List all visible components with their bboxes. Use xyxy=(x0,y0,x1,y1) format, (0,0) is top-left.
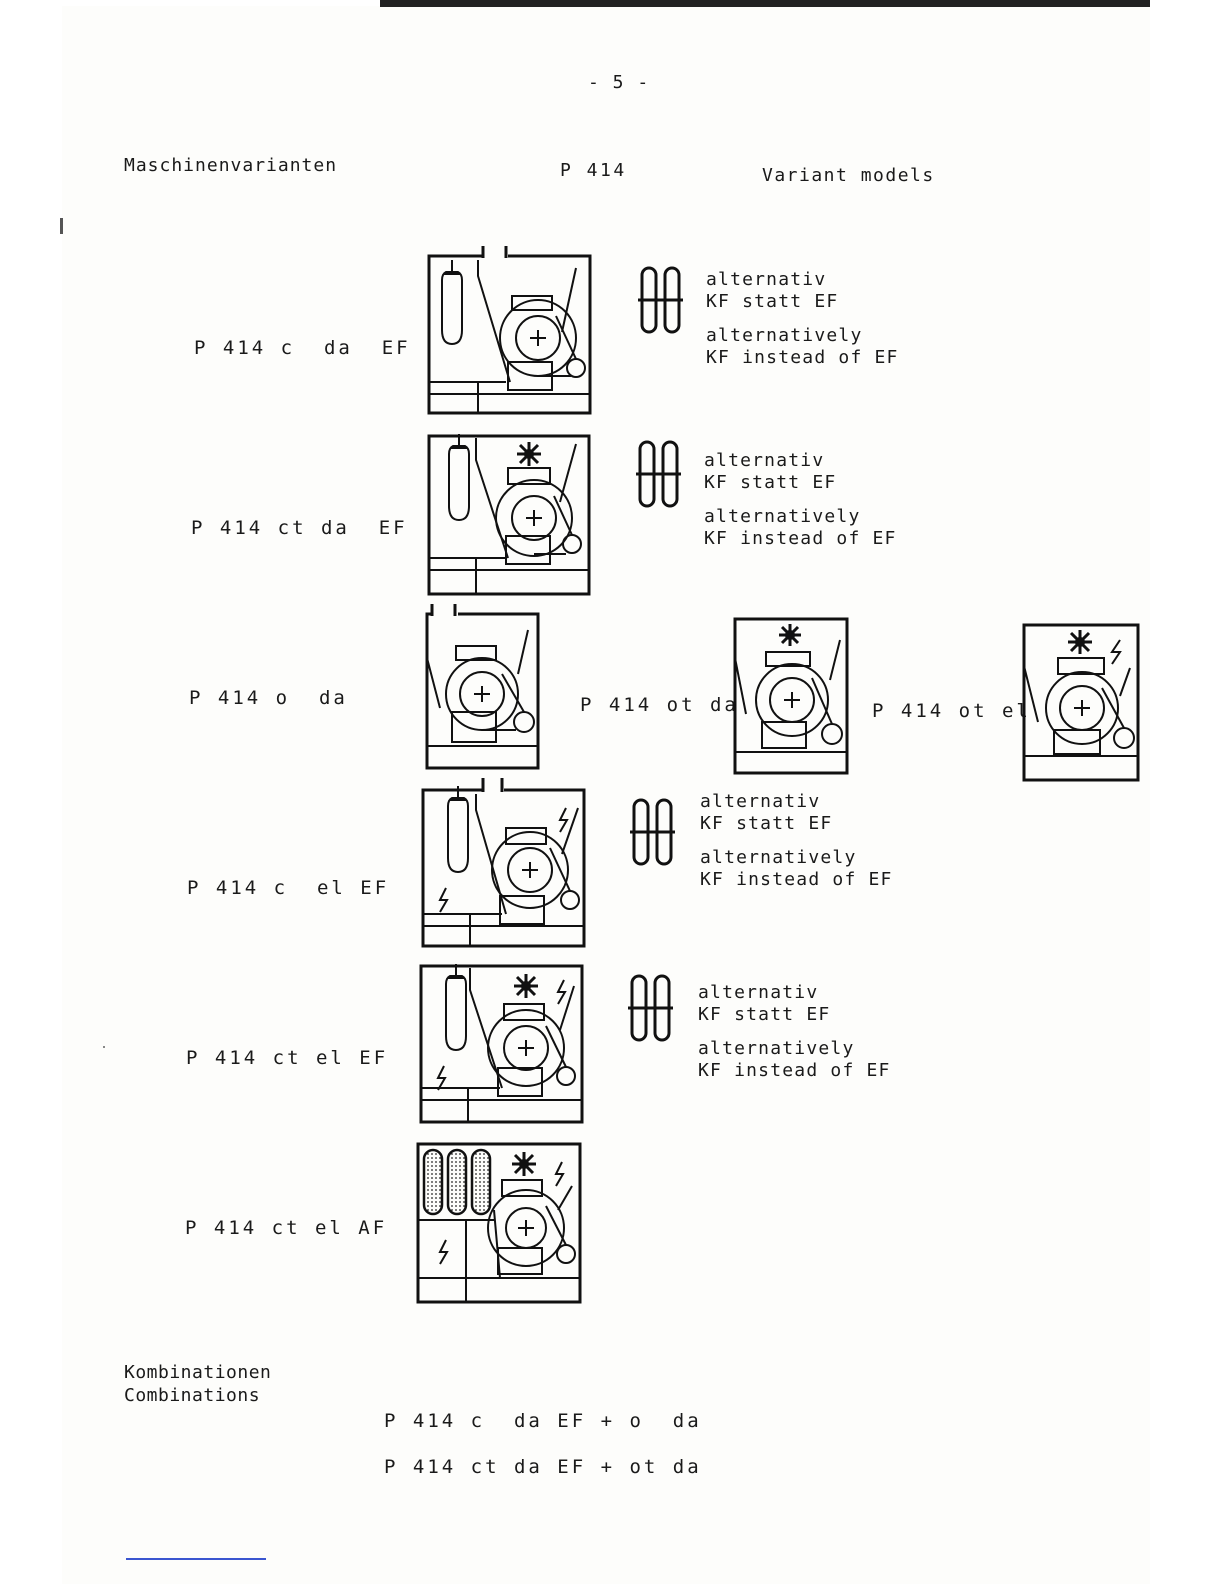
header-left: Maschinenvarianten xyxy=(124,155,338,176)
alternative-filter-icon xyxy=(638,266,684,336)
paper-sheet xyxy=(62,6,1150,1584)
alternative-note xyxy=(706,269,899,369)
machine-diagram-ct-el-ef xyxy=(418,960,586,1126)
machine-diagram-ot-el xyxy=(1020,622,1142,784)
alternative-filter-icon xyxy=(636,440,682,510)
alternative-note xyxy=(698,982,891,1082)
alt-en-text: KF instead of EF xyxy=(700,869,893,890)
machine-diagram-c-da-ef xyxy=(426,246,594,418)
alt-en-title: alternatively xyxy=(704,506,861,527)
alt-en-title: alternatively xyxy=(706,325,863,346)
variant-label: P 414 c da EF xyxy=(194,337,411,359)
alt-de-text: KF statt EF xyxy=(698,1004,831,1025)
variant-label: P 414 ct el EF xyxy=(186,1047,389,1069)
variant-label: P 414 o da xyxy=(189,687,348,709)
scan-dot xyxy=(103,1046,105,1048)
machine-diagram-o-da xyxy=(424,604,542,772)
scan-mark xyxy=(60,218,63,234)
machine-diagram-ot-da xyxy=(732,616,850,776)
machine-diagram-ct-el-af xyxy=(414,1140,584,1306)
alt-en-text: KF instead of EF xyxy=(706,347,899,368)
alt-de-text: KF statt EF xyxy=(700,813,833,834)
variant-label: P 414 ot el xyxy=(872,700,1031,722)
variant-label: P 414 ct da EF xyxy=(191,517,408,539)
alt-en-title: alternatively xyxy=(700,847,857,868)
alt-de-text: KF statt EF xyxy=(704,472,837,493)
variant-label: P 414 ot da xyxy=(580,694,739,716)
alt-de-title: alternativ xyxy=(704,450,825,471)
alt-en-text: KF instead of EF xyxy=(698,1060,891,1081)
header-right: Variant models xyxy=(762,165,935,186)
combination-item: P 414 c da EF + o da xyxy=(384,1410,702,1432)
variant-label: P 414 ct el AF xyxy=(185,1217,388,1239)
alternative-filter-icon xyxy=(630,798,676,868)
scan-edge xyxy=(380,0,1150,7)
header-center: P 414 xyxy=(560,160,627,181)
variant-label: P 414 c el EF xyxy=(187,877,390,899)
alternative-filter-icon xyxy=(628,974,674,1044)
page-number: - 5 - xyxy=(588,72,650,93)
alt-en-title: alternatively xyxy=(698,1038,855,1059)
alt-de-title: alternativ xyxy=(706,269,827,290)
alternative-note xyxy=(700,791,893,891)
combinations-title-en: Combinations xyxy=(124,1385,261,1406)
combination-item: P 414 ct da EF + ot da xyxy=(384,1456,702,1478)
combinations-title-de: Kombinationen xyxy=(124,1362,272,1383)
machine-diagram-ct-da-ef xyxy=(426,430,592,598)
alternative-note xyxy=(704,450,897,550)
footer-link-underline xyxy=(126,1558,266,1560)
alt-de-text: KF statt EF xyxy=(706,291,839,312)
machine-diagram-c-el-ef xyxy=(420,778,588,950)
alt-de-title: alternativ xyxy=(698,982,819,1003)
alt-de-title: alternativ xyxy=(700,791,821,812)
alt-en-text: KF instead of EF xyxy=(704,528,897,549)
